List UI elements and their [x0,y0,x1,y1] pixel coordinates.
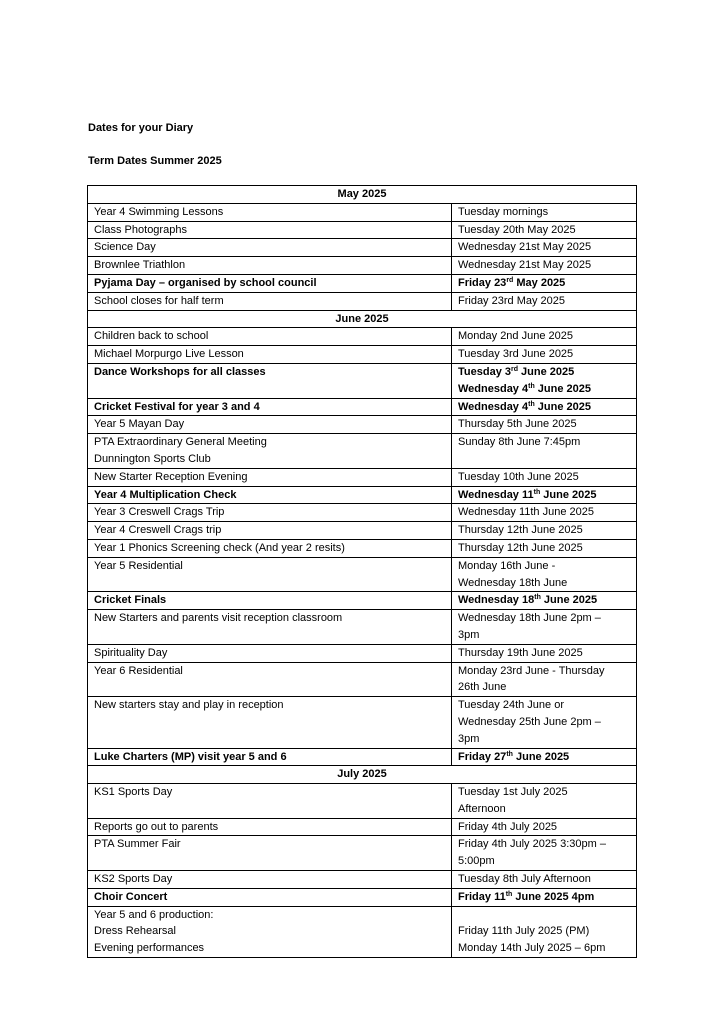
date-line: Wednesday 25th June 2pm – [458,715,601,728]
date-line: Friday 23rd May 2025 [458,294,565,307]
event-cell [88,504,452,522]
table-row [88,610,637,645]
table-row [88,662,637,697]
event-line: School closes for half term [94,294,224,307]
date-cell [452,221,637,239]
date-line: Afternoon [458,802,506,815]
date-line: Monday 14th July 2025 – 6pm [458,942,606,955]
date-line: Friday 4th July 2025 [458,820,558,833]
date-cell [452,697,637,748]
date-cell [452,610,637,645]
date-line: Tuesday 20th May 2025 [458,223,576,236]
table-row [88,539,637,557]
date-cell [452,539,637,557]
date-cell [452,504,637,522]
date-cell [452,292,637,310]
event-line: Dunnington Sports Club [94,452,211,465]
event-cell [88,398,452,416]
table-row [88,239,637,257]
event-line: Pyjama Day – organised by school council [94,276,317,289]
date-cell [452,257,637,275]
event-line: PTA Summer Fair [94,838,181,851]
table-row [88,468,637,486]
date-cell [452,784,637,819]
event-line: Reports go out to parents [94,820,219,833]
date-line: Monday 23rd June - Thursday [458,664,605,677]
date-line: Monday 2nd June 2025 [458,330,573,343]
date-cell [452,557,637,592]
table-row [88,592,637,610]
event-cell [88,203,452,221]
date-cell [452,274,637,292]
table-row [88,871,637,889]
event-line: Cricket Finals [94,594,167,607]
term-dates-table [87,185,637,958]
date-line: 3pm [458,628,480,641]
event-line: Class Photographs [94,223,187,236]
event-cell [88,888,452,906]
table-row [88,644,637,662]
event-cell [88,239,452,257]
event-cell [88,818,452,836]
table-row [88,346,637,364]
date-line: Wednesday 11th June 2025 [458,506,594,519]
date-cell [452,434,637,469]
date-line: Friday 11th June 2025 4pm [458,890,595,903]
page-title: Dates for your Diary [88,122,194,134]
event-cell [88,871,452,889]
event-cell [88,906,452,957]
table-row [88,486,637,504]
table-row [88,292,637,310]
date-line: 5:00pm [458,855,495,868]
event-line: Year 4 Multiplication Check [94,488,237,501]
section-title: July 2025 [88,766,637,784]
date-line: Tuesday 8th July Afternoon [458,873,591,886]
event-line: Evening performances [94,942,205,955]
date-line: Monday 16th June - [458,559,556,572]
event-cell [88,644,452,662]
event-line: Year 4 Swimming Lessons [94,205,224,218]
date-line: Tuesday 24th June or [458,699,564,712]
date-line: Thursday 12th June 2025 [458,541,583,554]
event-line: Luke Charters (MP) visit year 5 and 6 [94,750,287,763]
date-line: Thursday 5th June 2025 [458,418,577,431]
event-line: Year 4 Creswell Crags trip [94,524,222,537]
date-cell [452,239,637,257]
table-row [88,836,637,871]
date-cell [452,662,637,697]
table-row [88,818,637,836]
date-line: 3pm [458,732,480,745]
section-header-row [88,766,637,784]
section-header-row [88,310,637,328]
date-line: Wednesday 18th June [458,576,568,589]
event-line: Year 5 Mayan Day [94,418,185,431]
date-line: Friday 11th July 2025 (PM) [458,925,590,938]
event-cell [88,346,452,364]
table-row [88,888,637,906]
date-line: Wednesday 21st May 2025 [458,241,592,254]
event-cell [88,539,452,557]
date-cell [452,644,637,662]
table-row [88,522,637,540]
event-line: Year 1 Phonics Screening check (And year 2 resits) [94,541,345,554]
event-line: Children back to school [94,330,209,343]
section-header-row [88,186,637,204]
date-line: Wednesday 4th June 2025 [458,400,591,413]
event-cell [88,522,452,540]
event-cell [88,468,452,486]
event-cell [88,662,452,697]
event-line: Spirituality Day [94,646,168,659]
event-cell [88,363,452,398]
event-cell [88,292,452,310]
date-line: Tuesday 3rd June 2025 [458,348,574,361]
event-line: KS1 Sports Day [94,786,173,799]
event-cell [88,486,452,504]
event-cell [88,592,452,610]
date-cell [452,906,637,957]
event-cell [88,557,452,592]
table-row [88,221,637,239]
event-cell [88,416,452,434]
event-line: Year 5 and 6 production: [94,908,214,921]
event-cell [88,784,452,819]
date-line: Thursday 19th June 2025 [458,646,583,659]
date-line [458,907,630,924]
date-cell [452,871,637,889]
date-line: Sunday 8th June 7:45pm [458,436,581,449]
date-cell [452,363,637,398]
date-cell [452,748,637,766]
event-cell [88,697,452,748]
date-cell [452,592,637,610]
event-cell [88,610,452,645]
event-line: Michael Morpurgo Live Lesson [94,348,244,361]
date-line: Tuesday 3rd June 2025 [458,365,575,378]
table-row [88,398,637,416]
date-cell [452,416,637,434]
table-row [88,697,637,748]
event-line: Brownlee Triathlon [94,259,186,272]
event-cell [88,257,452,275]
event-line: Year 3 Creswell Crags Trip [94,506,225,519]
date-line: Thursday 12th June 2025 [458,524,583,537]
table-row [88,784,637,819]
section-title: May 2025 [88,186,637,204]
date-line: Friday 27th June 2025 [458,750,570,763]
page-subtitle: Term Dates Summer 2025 [88,155,222,167]
table-row [88,363,637,398]
table-row [88,906,637,957]
table-body [88,186,637,958]
date-cell [452,888,637,906]
date-cell [452,203,637,221]
date-line: Wednesday 11th June 2025 [458,488,597,501]
event-line: Choir Concert [94,890,168,903]
table-row [88,557,637,592]
date-line: Tuesday mornings [458,205,549,218]
event-cell [88,221,452,239]
date-cell [452,522,637,540]
table-row [88,416,637,434]
table-row [88,274,637,292]
event-cell [88,836,452,871]
date-cell [452,486,637,504]
event-cell [88,328,452,346]
event-line: New starters stay and play in reception [94,699,284,712]
date-cell [452,398,637,416]
event-line: New Starters and parents visit reception classroom [94,612,343,625]
table-row [88,328,637,346]
table-row [88,748,637,766]
table-row [88,203,637,221]
event-cell [88,274,452,292]
date-cell [452,818,637,836]
event-line: KS2 Sports Day [94,873,173,886]
table-row [88,257,637,275]
date-line: Wednesday 18th June 2pm – [458,612,601,625]
event-line: New Starter Reception Evening [94,470,248,483]
event-line: Science Day [94,241,156,254]
date-line: Tuesday 10th June 2025 [458,470,579,483]
event-line: Year 6 Residential [94,664,183,677]
date-cell [452,346,637,364]
date-line: Wednesday 4th June 2025 [458,382,591,395]
event-cell [88,748,452,766]
table-row [88,504,637,522]
date-cell [452,836,637,871]
date-cell [452,468,637,486]
event-line: Dress Rehearsal [94,925,176,938]
section-title: June 2025 [88,310,637,328]
date-line: 26th June [458,681,507,694]
date-line: Tuesday 1st July 2025 [458,786,568,799]
date-line: Friday 23rd May 2025 [458,276,566,289]
event-line: Year 5 Residential [94,559,183,572]
table-row [88,434,637,469]
event-line: Cricket Festival for year 3 and 4 [94,400,260,413]
date-line: Wednesday 21st May 2025 [458,259,592,272]
event-line: PTA Extraordinary General Meeting [94,436,267,449]
date-line: Wednesday 18th June 2025 [458,594,598,607]
date-line: Friday 4th July 2025 3:30pm – [458,838,606,851]
date-cell [452,328,637,346]
event-line: Dance Workshops for all classes [94,365,266,378]
event-cell [88,434,452,469]
